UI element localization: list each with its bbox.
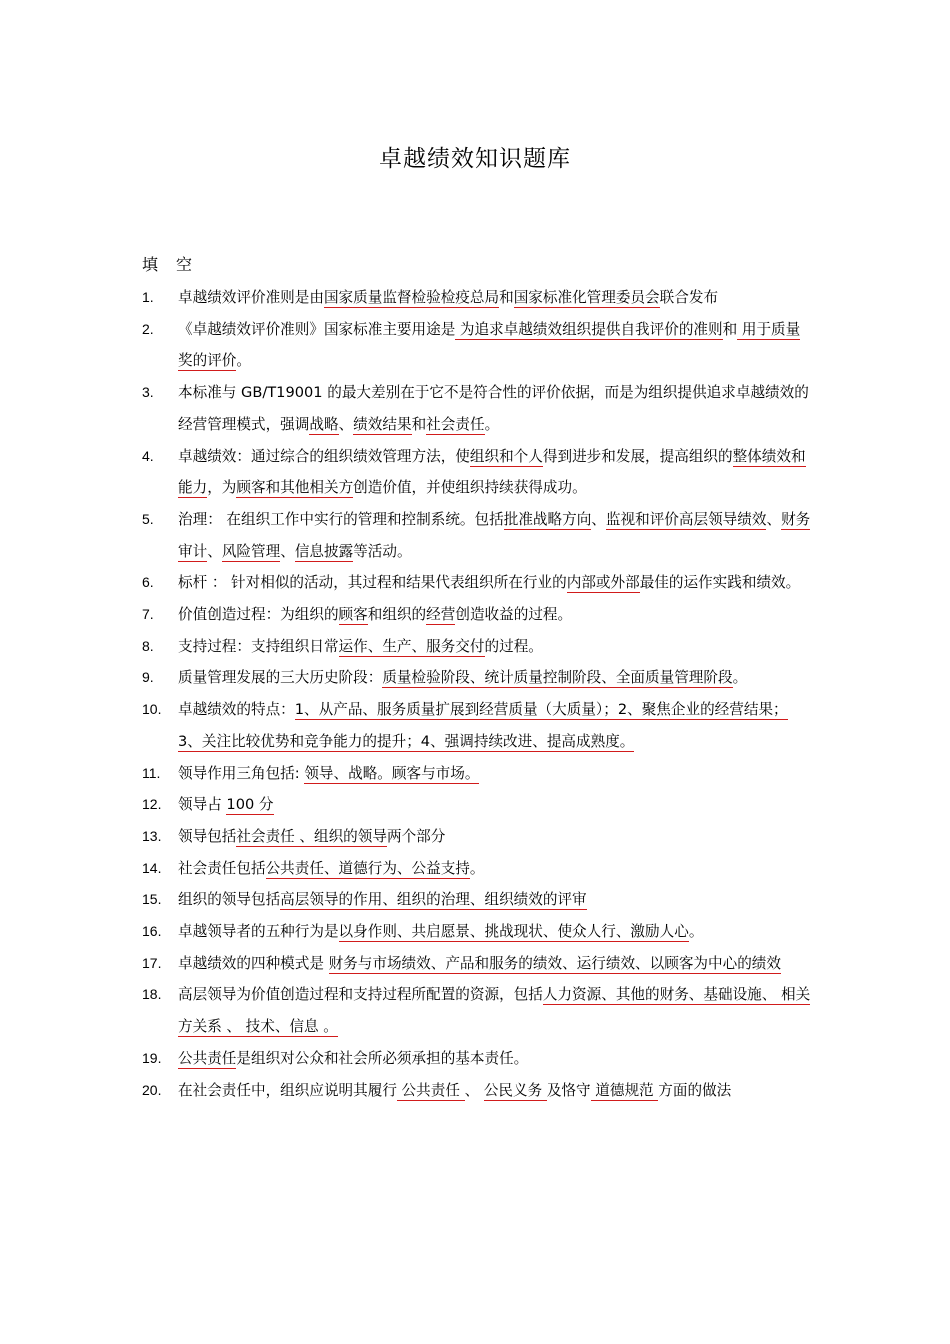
question-text: 卓越绩效的特点：: [178, 701, 295, 719]
answer-underlined: 道德规范: [590, 1081, 659, 1099]
question-number: 11.: [142, 764, 161, 781]
answer-underlined: 1、从产品、服务质量扩展到经营质量（大质量）；2、聚焦企业的经营结果； 3、关注比较优势和竞争能力的提升；4、强调持续改进、提高成熟度。: [178, 701, 788, 750]
question-list: [142, 282, 812, 1106]
question-text: 领导包括: [178, 827, 237, 845]
section-heading-char-2: 空: [176, 255, 193, 274]
question-number: 8.: [142, 637, 154, 654]
question-text: 、: [766, 510, 782, 528]
question-text: 领导占: [178, 796, 227, 814]
question-text: 创造价值，并使组织持续获得成功。: [353, 479, 587, 497]
question-number: 5.: [142, 510, 154, 527]
question-number: 19.: [142, 1049, 162, 1066]
answer-underlined: 领导、战略。顾客与市场。: [304, 764, 480, 782]
question-item: [142, 853, 812, 885]
question-item: [142, 441, 812, 504]
answer-underlined: 100 分: [226, 796, 274, 814]
answer-underlined: 用于质量奖的评价: [178, 320, 801, 370]
question-item: [142, 821, 812, 853]
question-text: 治理： 在组织工作中实行的管理和控制系统。包括: [178, 510, 504, 528]
question-text: 卓越领导者的五种行为是: [178, 923, 339, 941]
answer-underlined: 内部或外部: [566, 574, 640, 592]
question-number: 20.: [142, 1081, 162, 1098]
question-item: [142, 567, 812, 599]
question-item: [142, 377, 812, 440]
question-item: [142, 631, 812, 663]
question-text: 得到进步和发展，提高组织的: [542, 447, 733, 465]
answer-underlined: 整体绩效和能力: [178, 447, 806, 497]
question-text: 领导作用三角包括:: [178, 764, 305, 782]
question-text: 《卓越绩效评价准则》国家标准主要用途是: [178, 320, 456, 338]
question-item: [142, 916, 812, 948]
question-text: 联合发布: [659, 289, 719, 306]
question-number: 18.: [142, 986, 162, 1003]
question-item: [142, 662, 812, 694]
answer-underlined: 组织和个人: [469, 447, 543, 465]
answer-underlined: 财务审计: [178, 510, 811, 560]
question-item: [142, 979, 812, 1042]
answer-underlined: 风险管理: [221, 542, 281, 560]
question-number: 6.: [142, 574, 154, 591]
answer-underlined: 社会责任: [426, 415, 485, 433]
question-item: [142, 282, 812, 314]
question-text: 。: [236, 352, 251, 370]
question-item: [142, 1075, 812, 1107]
question-number: 16.: [142, 923, 162, 940]
question-text: 、: [464, 1081, 484, 1099]
answer-underlined: 财务与市场绩效、产品和服务的绩效、运行绩效、以顾客为中心的绩效: [328, 954, 781, 972]
section-heading-char-1: 填: [142, 255, 159, 274]
answer-underlined: 顾客和其他相关方: [236, 479, 354, 497]
question-number: 9.: [142, 669, 154, 686]
question-text: 及恪守: [546, 1081, 591, 1099]
answer-underlined: 运作、生产、服务交付: [338, 637, 485, 655]
question-text: 、: [591, 510, 606, 528]
answer-underlined: 社会责任 、组织的领导: [236, 827, 387, 845]
question-text: 等活动。: [353, 542, 412, 560]
question-text: 是组织对公众和社会所必须承担的基本责任。: [236, 1049, 529, 1067]
question-item: [142, 789, 812, 821]
question-text: 质量管理发展的三大历史阶段：: [178, 669, 383, 687]
question-text: 和: [499, 289, 514, 306]
answer-underlined: 公民义务: [483, 1081, 547, 1099]
question-item: [142, 1043, 812, 1075]
question-text: 和: [722, 320, 738, 338]
document-title: 卓越绩效知识题库: [379, 146, 571, 172]
answer-underlined: 顾客: [338, 606, 368, 624]
answer-underlined: 战略: [309, 415, 339, 433]
question-text: 卓越绩效的四种模式是: [178, 954, 329, 972]
question-text: 卓越绩效评价准则是由: [178, 289, 324, 306]
answer-underlined: 质量检验阶段、统计质量控制阶段、全面质量管理阶段: [382, 669, 733, 687]
answer-underlined: 以身作则、共启愿景、挑战现状、使众人行、激励人心: [338, 923, 689, 941]
question-item: [142, 314, 812, 377]
question-number: 3.: [142, 384, 154, 401]
answer-underlined: 国家标准化管理委员会: [513, 289, 660, 306]
question-item: [142, 694, 812, 757]
question-number: 15.: [142, 891, 162, 908]
question-text: 。: [688, 923, 704, 941]
question-number: 7.: [142, 606, 154, 623]
answer-underlined: 国家质量监督检验检疫总局: [323, 289, 500, 306]
answer-underlined: 绩效结果: [353, 415, 412, 433]
answer-underlined: 为追求卓越绩效组织提供自我评价的准则: [455, 320, 723, 338]
question-text: ，为: [207, 479, 237, 497]
question-item: [142, 504, 812, 567]
question-text: 和组织的: [367, 606, 427, 624]
question-text: 两个部分: [386, 827, 446, 845]
answer-underlined: 监视和评价高层领导绩效: [605, 510, 767, 528]
question-text: 标杆 ： 针对相似的活动，其过程和结果代表组织所在行业的: [178, 574, 567, 592]
question-text: 创造收益的过程。: [455, 606, 573, 624]
question-text: 方面的做法: [658, 1081, 732, 1099]
question-text: 最佳的运作实践和绩效。: [639, 574, 801, 592]
question-number: 1.: [142, 289, 154, 305]
answer-underlined: 人力资源、其他的财务、基础设施、 相关方关系 、 技术、信息 。: [178, 986, 811, 1036]
question-number: 10.: [142, 701, 162, 718]
question-number: 17.: [142, 954, 162, 971]
answer-underlined: 信息披露: [294, 542, 354, 560]
question-number: 12.: [142, 796, 162, 813]
question-text: 、: [280, 542, 295, 560]
answer-underlined: 公共责任: [178, 1049, 237, 1067]
question-text: 、: [207, 542, 222, 560]
question-number: 13.: [142, 827, 162, 844]
question-text: 卓越绩效：通过综合的组织绩效管理方法，使: [178, 447, 470, 465]
question-text: 在社会责任中，组织应说明其履行: [178, 1081, 397, 1099]
answer-underlined: 公共责任、道德行为、公益支持: [265, 859, 470, 877]
answer-underlined: 高层领导的作用、组织的治理、组织绩效的评审: [280, 891, 587, 909]
question-text: 社会责任包括: [178, 859, 266, 877]
answer-underlined: 批准战略方向: [503, 510, 592, 528]
question-number: 14.: [142, 859, 162, 876]
section-heading: [142, 252, 210, 275]
question-item: [142, 948, 812, 980]
question-item: [142, 758, 812, 790]
question-text: 支持过程：支持组织日常: [178, 637, 339, 655]
question-item: [142, 884, 812, 916]
question-number: 4.: [142, 447, 154, 464]
question-text: 。: [469, 859, 485, 877]
question-text: 和: [411, 415, 427, 433]
question-text: 本标准与 GB/T19001 的最大差别在于它不是符合性的评价依据，而是为组织提供追求卓越绩效的经营管理模式，强调: [178, 384, 809, 433]
question-text: 、: [338, 415, 354, 433]
question-text: 组织的领导包括: [178, 891, 281, 909]
answer-underlined: 公共责任: [396, 1081, 465, 1099]
question-text: 。: [484, 415, 500, 433]
answer-underlined: 经营: [426, 606, 456, 624]
question-text: 。: [732, 669, 748, 687]
question-text: 高层领导为价值创造过程和支持过程所配置的资源，包括: [178, 986, 543, 1004]
question-number: 2.: [142, 320, 154, 337]
question-text: 价值创造过程：为组织的: [178, 606, 339, 624]
question-item: [142, 599, 812, 631]
question-text: 的过程。: [484, 637, 543, 655]
